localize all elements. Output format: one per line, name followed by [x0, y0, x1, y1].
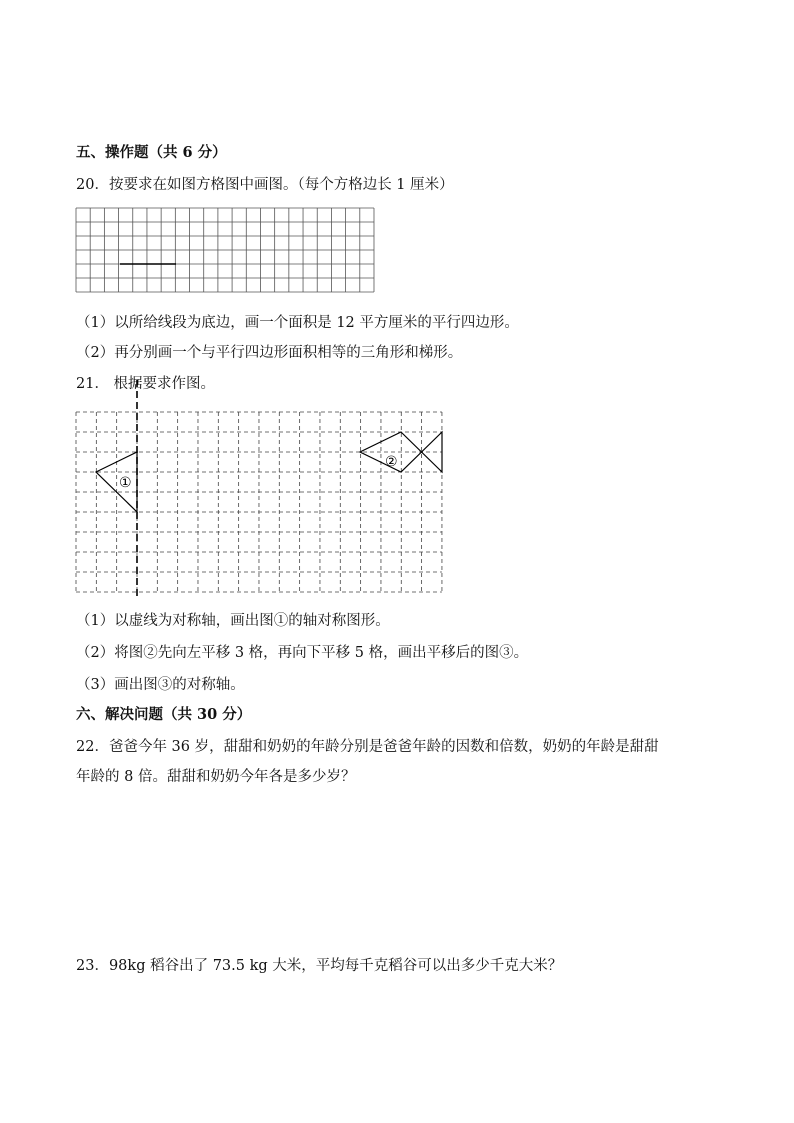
- question-21-sub-2: （2）将图②先向左平移 3 格，再向下平移 5 格，画出平移后的图③。: [76, 645, 529, 661]
- q21-figure-2-label: ②: [385, 454, 398, 470]
- q20-grid: [76, 208, 374, 294]
- question-21-text: 21． 根据要求作图。: [76, 376, 216, 392]
- question-22-line-1: 22．爸爸今年 36 岁，甜甜和奶奶的年龄分别是爸爸年龄的因数和倍数，奶奶的年龄是甜甜: [76, 739, 659, 755]
- question-21-sub-3: （3）画出图③的对称轴。: [76, 677, 245, 693]
- q21-grid: [76, 412, 442, 592]
- section-5-heading: 五、操作题（共 6 分）: [76, 144, 227, 161]
- section-6-heading: 六、解决问题（共 30 分）: [76, 706, 252, 723]
- question-20-sub-1: （1）以所给线段为底边，画一个面积是 12 平方厘米的平行四边形。: [76, 315, 519, 331]
- q21-figure-1-label: ①: [119, 475, 132, 491]
- question-22-line-2: 年龄的 8 倍。甜甜和奶奶今年各是多少岁？: [76, 769, 356, 785]
- question-20-text: 20．按要求在如图方格图中画图。（每个方格边长 1 厘米）: [76, 177, 454, 193]
- question-23-text: 23．98kg 稻谷出了 73.5 kg 大米，平均每千克稻谷可以出多少千克大米？: [76, 958, 563, 974]
- question-21-sub-1: （1）以虚线为对称轴，画出图①的轴对称图形。: [76, 613, 390, 629]
- question-20-sub-2: （2）再分别画一个与平行四边形面积相等的三角形和梯形。: [76, 345, 463, 361]
